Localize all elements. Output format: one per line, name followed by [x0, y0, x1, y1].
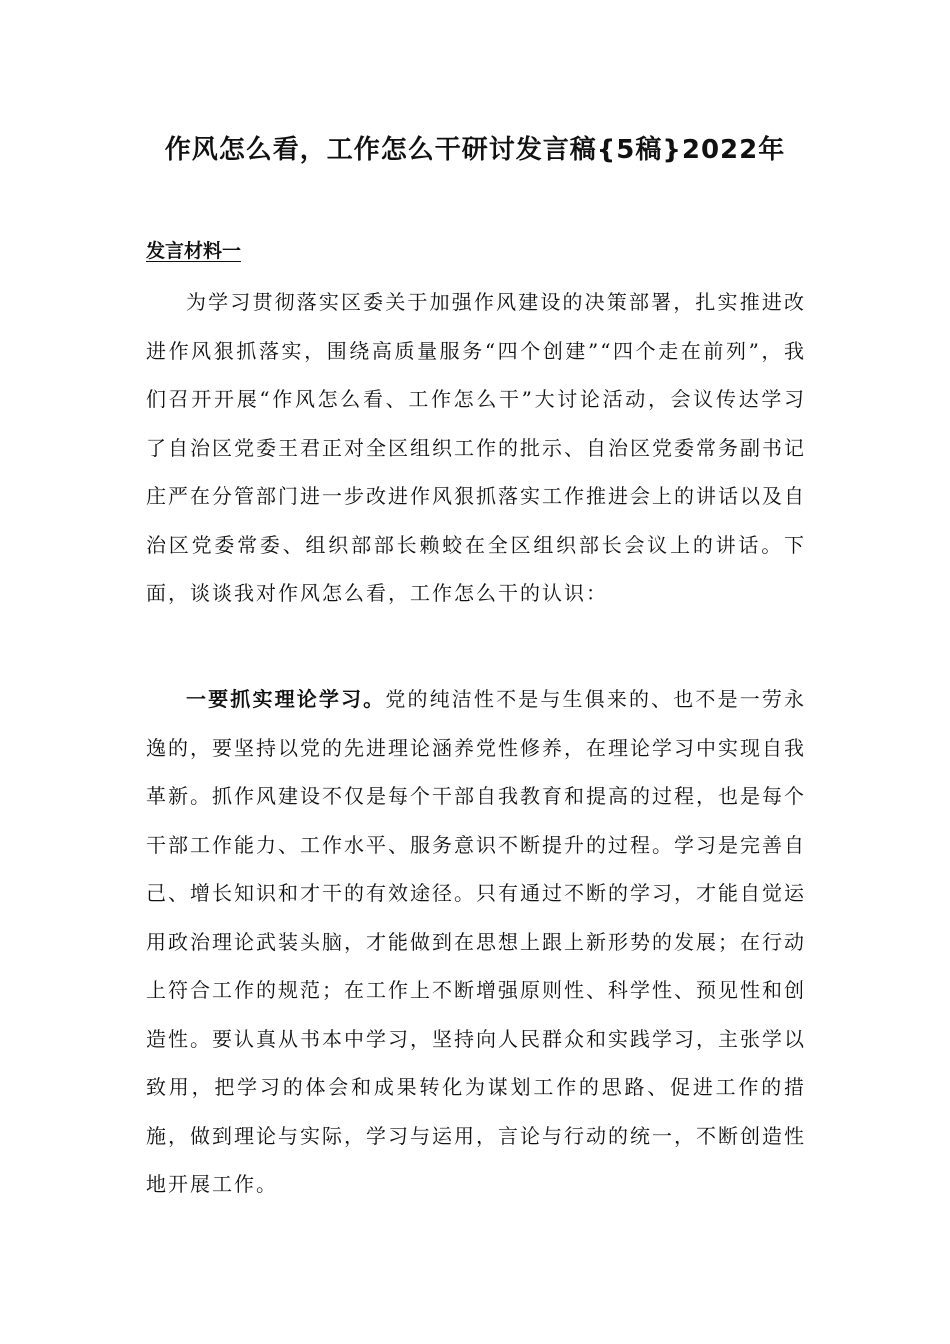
paragraph-theory-study-text: 党的纯洁性不是与生俱来的、也不是一劳永逸的，要坚持以党的先进理论涵养党性修养，在理论学习中实现自我革新。抓作风建设不仅是每个干部自我教育和提高的过程，也是每个干部工作能力、工作水平、服务意识不断提升的过程。学习是完善自己、增长知识和才干的有效途径。只有通过不断的学习，才能自觉运用政治理论武装头脑，才能做到在思想上跟上新形势的发展；在行动上符合工作的规范；在工作上不断增强原则性、科学性、预见性和创造性。要认真从书本中学习，坚持向人民群众和实践学习，主张学以致用，把学习的体会和成果转化为谋划工作的思路、促进工作的措施，做到理论与实际，学习与运用，言论与行动的统一，不断创造性地开展工作。 [146, 687, 807, 1196]
paragraph-intro [146, 278, 806, 618]
section-heading: 发言材料一 [146, 240, 242, 262]
document-title: 作风怎么看，工作怎么干研讨发言稿{5稿}2022年 [164, 135, 786, 165]
paragraph-intro-text: 为学习贯彻落实区委关于加强作风建设的决策部署，扎实推进改进作风狠抓落实，围绕高质量服务“四个创建”“四个走在前列”，我们召开开展“作风怎么看、工作怎么干”大讨论活动，会议传达学习了自治区党委王君正对全区组织工作的批示、自治区党委常务副书记庄严在分管部门进一步改进作风狠抓落实工作推进会上的讲话以及自治区党委常委、组织部部长赖蛟在全区组织部长会议上的讲话。下面，谈谈我对作风怎么看，工作怎么干的认识： [146, 290, 806, 605]
paragraph-lead-heading: 一要抓实理论学习。 [186, 687, 386, 711]
paragraph-theory-study [146, 675, 806, 1209]
